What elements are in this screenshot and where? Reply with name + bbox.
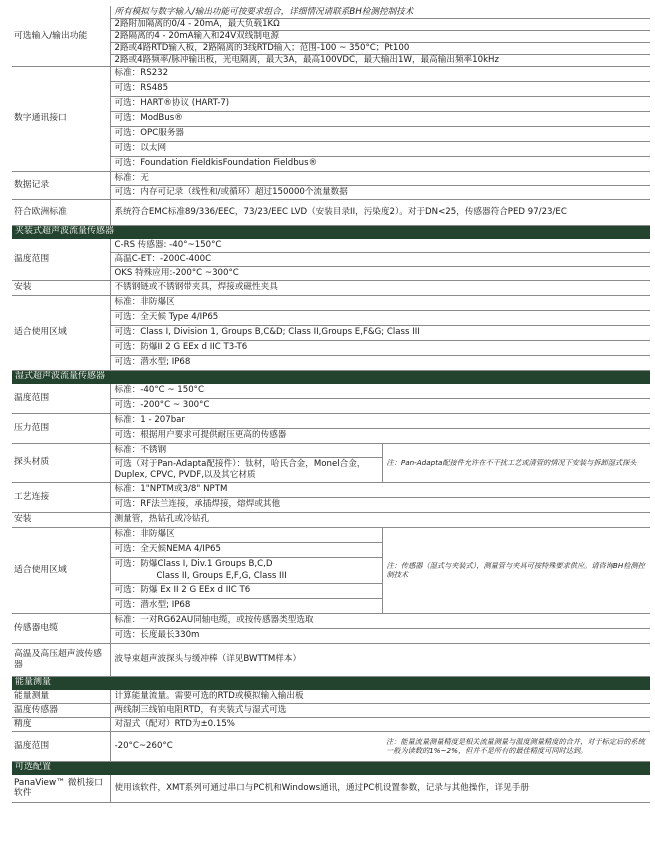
clamp-temp-label: 温度范围 xyxy=(12,238,110,280)
options-software: 使用该软件，XMT系列可通过串口与PC机和Windows通讯，通过PC机设置参数，记录与其他操作，详见手册 xyxy=(110,774,650,802)
wetted-area-0: 标准：非防爆区 xyxy=(110,527,382,542)
options-section-title: 可选配置 xyxy=(12,761,650,774)
energy-row-value: 两线制三线铂电阻RTD，有夹装式与湿式可选 xyxy=(110,703,650,717)
comm-item-6: 可选：Foundation FieldkisFoundation Fieldbus® xyxy=(110,156,382,171)
clamp-temp-2: OKS 特殊应用:-200°C ~300°C xyxy=(110,266,650,280)
comm-item-1: 可选：RS485 xyxy=(110,81,382,96)
spec-sheet xyxy=(12,6,650,803)
wetted-mount-label: 安装 xyxy=(12,512,110,527)
datalog-item-1: 可选：内存可记录（线性和/或循环）超过150000个流量数据 xyxy=(110,185,650,199)
energy-row-label: 能量测量 xyxy=(12,689,110,703)
clamp-section-title: 夹装式超声波流量传感器 xyxy=(12,225,650,238)
wetted-area-3: Class II, Groups E,F,G, Class III xyxy=(110,570,382,583)
energy-temp: -20°C~260°C xyxy=(110,731,382,761)
wetted-material-label: 探头材质 xyxy=(12,443,110,482)
energy-temp-label: 温度范围 xyxy=(12,731,110,761)
wetted-pressure-0: 标准：1 - 207bar xyxy=(110,413,650,428)
ce-text: 系统符合EMC标准89/336/EEC，73/23/EEC LVD（安装目录II，污染度2）。对于DN<25，传感器符合PED 97/23/EC xyxy=(110,199,650,225)
wetted-area-label: 适合使用区域 xyxy=(12,527,110,613)
energy-temp-note: 注：能量流量测量精度是相关流量测量与温度测量精度的合并，对于标定后的系统一般为读数的1%~2%，但并不是所有的最佳精度可同时达到。 xyxy=(382,731,650,761)
wetted-pressure-label: 压力范围 xyxy=(12,413,110,443)
wetted-cable-0: 标准：一对RG62AU同轴电缆，或按传感器类型选取 xyxy=(110,613,650,628)
wetted-area-5: 可选：潜水型; IP68 xyxy=(110,598,382,613)
clamp-area-2: 可选：Class I, Division 1, Groups B,C&D; Class II,Groups E,F&G; Class III xyxy=(110,325,650,340)
wetted-temp-0: 标准：-40°C ~ 150°C xyxy=(110,383,382,398)
spec-table xyxy=(12,6,650,803)
io-item-2: 2路隔离的4 - 20mA输入和24V双线制电源 xyxy=(110,30,650,42)
energy-row-value: 对湿式（配对）RTD为±0.15% xyxy=(110,717,650,731)
comm-item-0: 标准：RS232 xyxy=(110,66,382,81)
wetted-area-4: 可选：防爆 Ex II 2 G EEx d IIC T6 xyxy=(110,583,382,598)
wetted-temp-label: 温度范围 xyxy=(12,383,110,413)
energy-row-value: 计算能量流量。需要可选的RTD或模拟输入输出板 xyxy=(110,689,650,703)
wetted-process-label: 工艺连接 xyxy=(12,482,110,512)
io-item-3: 2路或4路RTD输入板，2路隔离的3线RTD输入；范围-100 ~ 350°C；Pt100 xyxy=(110,42,650,54)
ce-label: 符合欧洲标准 xyxy=(12,199,110,225)
wetted-area-1: 可选：全天候NEMA 4/IP65 xyxy=(110,542,382,557)
wetted-hthp: 波导束超声波探头与缓冲棒（详见BWTTM样本） xyxy=(110,643,650,676)
wetted-cable-1: 可选：长度最长330m xyxy=(110,628,650,643)
clamp-temp-0: C-RS 传感器: -40°~150°C xyxy=(110,238,650,252)
comm-item-4: 可选：OPC服务器 xyxy=(110,126,382,141)
io-item-1: 2路附加隔离的0/4 - 20mA，最大负载1KΩ xyxy=(110,18,650,30)
wetted-area-2: 可选：防爆Class I, Div.1 Groups B,C,D xyxy=(114,558,273,569)
wetted-material-note: 注：Pan-Adapta配接件允许在不干扰工艺或清管的情况下安装与拆卸湿式探头 xyxy=(382,443,650,482)
datalog-item-0: 标准：无 xyxy=(110,171,650,185)
wetted-area-note: 注：传感器（湿式与夹装式），测量管与夹具可按特殊要求供应。请咨询BH检测控制技术 xyxy=(382,527,650,613)
clamp-area-4: 可选：潜水型; IP68 xyxy=(110,355,650,370)
io-item-0: 所有模拟与数字输入/输出功能可按要求组合，详细情况请联系BH检测控制技术 xyxy=(110,6,650,18)
wetted-cable-label: 传感器电缆 xyxy=(12,613,110,643)
comm-item-2: 可选：HART®协议 (HART-7) xyxy=(110,96,382,111)
clamp-mount-label: 安装 xyxy=(12,280,110,295)
comm-item-3: 可选：ModBus® xyxy=(110,111,382,126)
wetted-process-1: 可选：RF法兰连接，承插焊接，熔焊或其他 xyxy=(110,497,650,512)
clamp-area-0: 标准：非防爆区 xyxy=(110,295,650,310)
clamp-area-label: 适合使用区域 xyxy=(12,295,110,370)
wetted-material-1: 可选（对于Pan-Adapta配接件）：钛材，哈氏合金，Monel合金，Duplex, CPVC, PVDF,以及其它材质 xyxy=(110,457,382,482)
clamp-area-3: 可选：防爆II 2 G EEx d IIC T3-T6 xyxy=(110,340,650,355)
wetted-mount: 测量管，热钻孔或冷钻孔 xyxy=(110,512,650,527)
io-label: 可选输入/输出功能 xyxy=(12,6,110,66)
clamp-area-1: 可选：全天候 Type 4/IP65 xyxy=(110,310,650,325)
energy-row-label: 温度传感器 xyxy=(12,703,110,717)
wetted-pressure-1: 可选：根据用户要求可提供耐压更高的传感器 xyxy=(110,428,650,443)
energy-section-title: 能量测量 xyxy=(12,676,650,689)
wetted-process-0: 标准：1"NPTM或3/8" NPTM xyxy=(110,482,650,497)
comm-item-5: 可选：以太网 xyxy=(110,141,382,156)
datalog-label: 数据记录 xyxy=(12,171,110,199)
comm-label: 数字通讯接口 xyxy=(12,66,110,171)
clamp-mount: 不锈钢链或不锈钢带夹具，焊接或磁性夹具 xyxy=(110,280,650,295)
options-software-label: PanaView™ 微机接口软件 xyxy=(12,774,110,802)
wetted-hthp-label: 高温及高压超声波传感器 xyxy=(12,643,110,676)
wetted-section-title: 湿式超声波流量传感器 xyxy=(12,370,650,383)
energy-row-label: 精度 xyxy=(12,717,110,731)
wetted-material-0: 标准：不锈钢 xyxy=(110,443,382,457)
wetted-temp-1: 可选：-200°C ~ 300°C xyxy=(110,398,382,413)
io-item-4: 2路或4路频率/脉冲输出板，光电隔离，最大3A，最高100VDC，最大输出1W，最高输出频率10kHz xyxy=(110,54,650,66)
clamp-temp-1: 高温C-ET：-200C-400C xyxy=(110,252,650,266)
